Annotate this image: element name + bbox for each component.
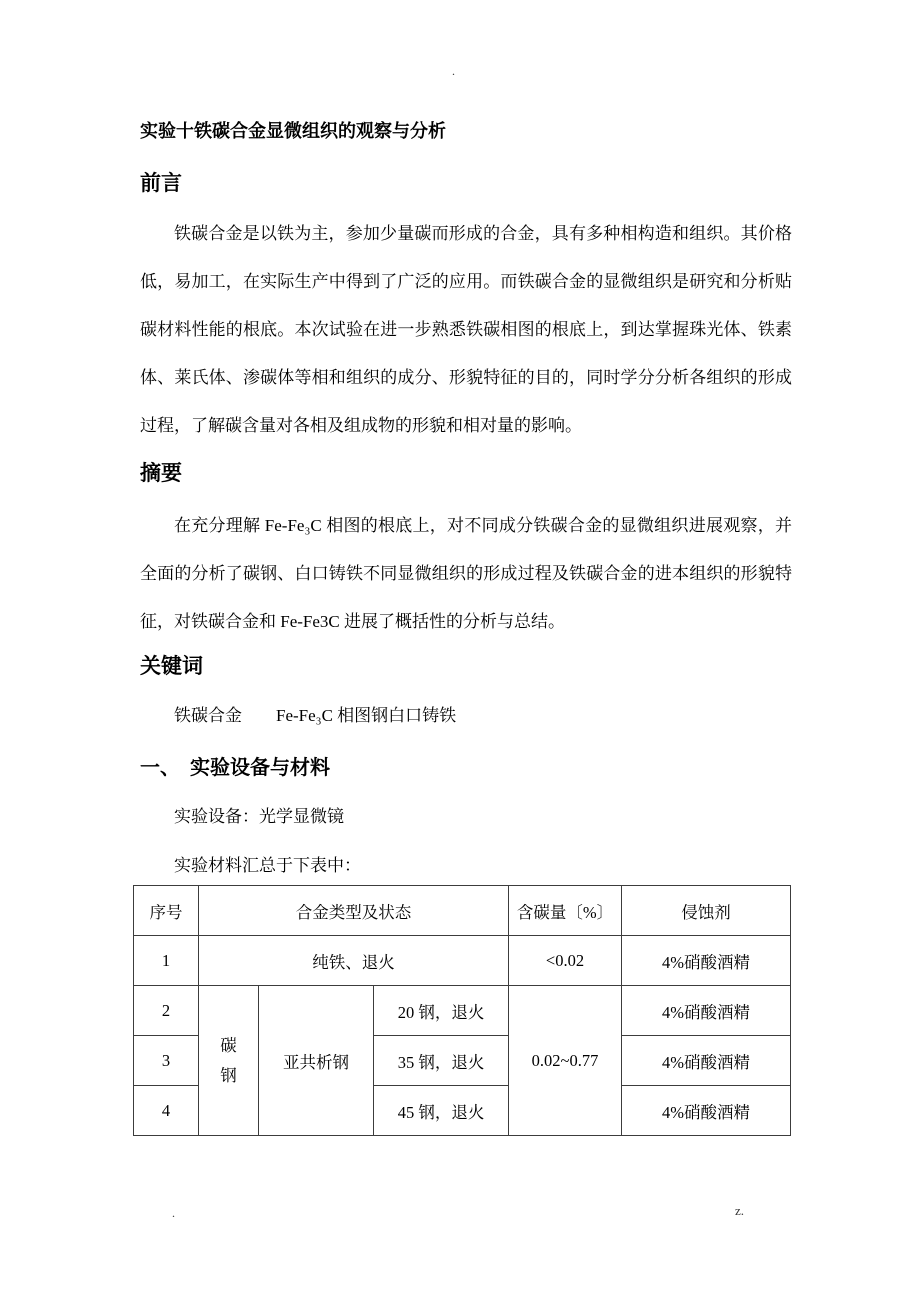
keywords-text: 铁碳合金 Fe-Fe₃C 相图钢白口铸铁 [174, 706, 457, 725]
alloy-type-label: 碳钢 [220, 1035, 237, 1085]
bottom-left-page-mark: . [172, 1206, 175, 1220]
table-cell-etchant: 4%硝酸酒精 [622, 986, 791, 1036]
heading-keywords: 关键词 [140, 654, 203, 678]
table-cell-etchant: 4%硝酸酒精 [622, 1036, 791, 1086]
table-cell-etchant: 4%硝酸酒精 [622, 936, 791, 986]
table-cell-alloy: 纯铁、退火 [199, 936, 509, 986]
table-cell-number: 3 [134, 1036, 199, 1086]
table-cell-carbon: 0.02~0.77 [509, 986, 622, 1136]
table-cell-number: 4 [134, 1086, 199, 1136]
heading-abstract: 摘要 [140, 461, 182, 485]
materials-intro-line: 实验材料汇总于下表中： [174, 856, 361, 875]
preface-paragraph: 铁碳合金是以铁为主，参加少量碳而形成的合金，具有多种相构造和组织。其价格低，易加工，在实际生产中得到了广泛的应用。而铁碳合金的显微组织是研究和分析贴碳材料性能的根底。本次试验在进一步熟悉铁碳相图的根底上，到达掌握珠光体、铁素体、莱氏体、渗碳体等相和组织的成分、形貌特征的目的，同时学分分析各组织的形成过程，了解碳含量对各相及组成物的形貌和相对量的影响。 [140, 224, 792, 435]
table-header-etchant: 侵蚀剂 [622, 886, 791, 936]
table-row [134, 986, 791, 1036]
document-title: 实验十铁碳合金显微组织的观察与分析 [140, 121, 446, 141]
table-cell-state: 35 钢，退火 [374, 1036, 509, 1086]
table-header-number: 序号 [134, 886, 199, 936]
top-page-mark: . [452, 64, 455, 78]
table-cell-carbon: <0.02 [509, 936, 622, 986]
table-cell-number: 1 [134, 936, 199, 986]
bottom-right-page-mark: z. [735, 1203, 745, 1218]
heading-section-1: 一、 实验设备与材料 [140, 757, 330, 779]
heading-preface: 前言 [140, 171, 182, 195]
table-cell-number: 2 [134, 986, 199, 1036]
table-row [134, 936, 791, 986]
table-header-alloy: 合金类型及状态 [199, 886, 509, 936]
equipment-line: 实验设备：光学显微镜 [174, 807, 344, 826]
materials-table [133, 885, 791, 1136]
table-cell-alloy-type [199, 986, 259, 1136]
table-cell-alloy-subtype: 亚共析钢 [259, 986, 374, 1136]
table-cell-etchant: 4%硝酸酒精 [622, 1086, 791, 1136]
table-header-row [134, 886, 791, 936]
document-content [140, 118, 792, 1136]
table-header-carbon: 含碳量〔%〕 [509, 886, 622, 936]
table-cell-state: 45 钢，退火 [374, 1086, 509, 1136]
table-cell-state: 20 钢，退火 [374, 986, 509, 1036]
abstract-paragraph: 在充分理解 Fe-Fe₃C 相图的根底上，对不同成分铁碳合金的显微组织进展观察，并全面的分析了碳钢、白口铸铁不同显微组织的形成过程及铁碳合金的进本组织的形貌特征，对铁碳合金和 Fe-Fe3C 进展了概括性的分析与总结。 [140, 516, 792, 631]
